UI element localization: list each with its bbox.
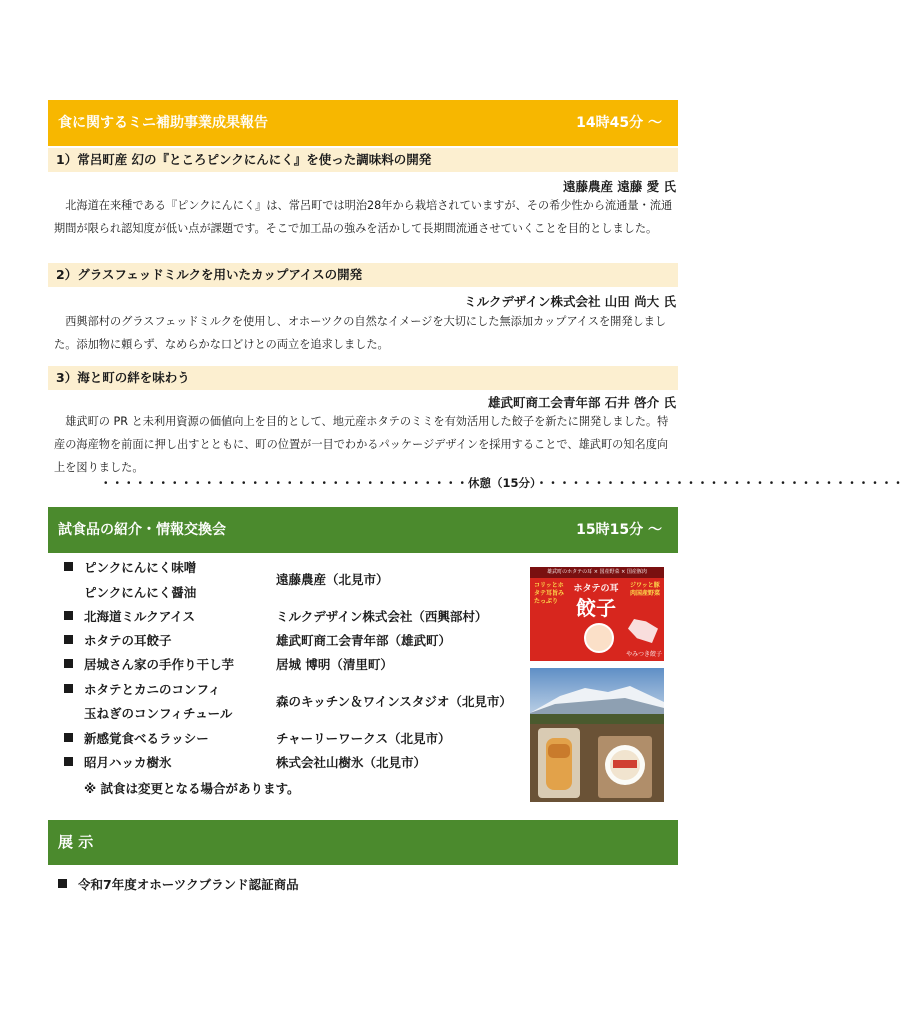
product-item: 昭月ハッカ樹氷 — [84, 755, 172, 770]
package-title-big: 餃子 — [576, 596, 616, 620]
package-bottom: やみつき餃子 — [626, 651, 662, 658]
bullet-icon — [64, 635, 73, 644]
package-right-text: ジワッと豚肉国産野菜 — [630, 582, 661, 597]
item1-heading: 1）常呂町産 幻の『ところピンクにんにく』を使った調味料の開発 — [48, 148, 678, 172]
product-item: 居城さん家の手作り干し芋 — [84, 657, 235, 672]
product-item: 玉ねぎのコンフィチュール — [84, 706, 233, 721]
maker-item: チャーリーワークス（北見市） — [276, 731, 451, 746]
product-item: ピンクにんにく醤油 — [84, 585, 197, 600]
item3-body: 雄武町の PR と未利用資源の価値向上を目的として、地元産ホタテのミミを有効活用した餃子を新たに開発しました。特産の海産物を前面に押し出すとともに、町の位置が一目でわかるパッケージデザインを採用することで、雄武町の知名度向上を図りました。 — [54, 415, 669, 474]
maker-item: 株式会社山樹氷（北見市） — [276, 755, 427, 770]
maker-item: 遠藤農産（北見市） — [276, 572, 389, 587]
package-left-text: コリッとホタテ耳旨みたっぷり — [534, 582, 565, 605]
section1-header — [48, 100, 678, 146]
section2-time: 15時15分 ～ — [576, 522, 662, 538]
package-banner: 雄武町のホタテの耳 × 国産野菜 × 国産豚肉 — [530, 567, 664, 578]
section3-title: 展 示 — [58, 833, 94, 851]
bullet-icon — [64, 611, 73, 620]
break-line: ・・・・・・・・・・・・・・・・・・・・・・・・・・・・・・・・休憩（15分）・・・・・・・・・・・・・・・・・・・・・・・・・・・・・・・・ — [100, 476, 904, 490]
product-photo — [530, 668, 664, 802]
maker-item: ミルクデザイン株式会社（西興部村） — [276, 609, 488, 624]
bullet-icon — [64, 562, 73, 571]
gyoza-package-image — [530, 567, 664, 661]
maker-item: 森のキッチン＆ワインスタジオ（北見市） — [276, 694, 512, 709]
package-title-small: ホタテの耳 — [573, 584, 619, 594]
section3-header — [48, 820, 678, 865]
product-item: 新感覚食べるラッシー — [84, 731, 209, 746]
bullet-icon — [58, 879, 67, 888]
mascot-icon — [584, 623, 614, 653]
hokkaido-map-icon — [628, 619, 658, 643]
item1-presenter: 遠藤農産 遠藤 愛 氏 — [562, 179, 676, 194]
section2-header — [48, 507, 678, 553]
item2-heading: 2）グラスフェッドミルクを用いたカップアイスの開発 — [48, 263, 678, 287]
exhibit-item: 令和7年度オホーツクブランド認証商品 — [78, 877, 299, 892]
product-item: 北海道ミルクアイス — [84, 609, 196, 624]
item3-heading: 3）海と町の絆を味わう — [48, 366, 678, 390]
section1-title: 食に関するミニ補助事業成果報告 — [58, 115, 268, 131]
product-item: ピンクにんにく味噌 — [84, 560, 197, 575]
item1-body: 北海道在来種である『ピンクにんにく』は、常呂町では明治28年から栽培されていますが、その希少性から流通量・流通期間が限られ認知度が低い点が課題です。そこで加工品の強みを活かして長期間流通させていくことを目的としました。 — [54, 199, 673, 235]
maker-item: 居城 博明（清里町） — [276, 657, 393, 672]
product-item: ホタテの耳餃子 — [84, 633, 172, 648]
product-item: ホタテとカニのコンフィ — [84, 682, 221, 697]
section2-title: 試食品の紹介・情報交換会 — [58, 522, 226, 538]
item2-presenter: ミルクデザイン株式会社 山田 尚大 氏 — [464, 294, 676, 309]
bullet-icon — [64, 684, 73, 693]
section1-time: 14時45分 ～ — [576, 115, 662, 131]
note: ※ 試食は変更となる場合があります。 — [84, 781, 300, 796]
item2-body: 西興部村のグラスフェッドミルクを使用し、オホーツクの自然なイメージを大切にした無添加カップアイスを開発しました。添加物に頼らず、なめらかな口どけとの両立を追求しました。 — [54, 315, 667, 351]
bullet-icon — [64, 659, 73, 668]
maker-item: 雄武町商工会青年部（雄武町） — [276, 633, 452, 648]
bullet-icon — [64, 733, 73, 742]
landscape-photo — [530, 668, 664, 802]
bullet-icon — [64, 757, 73, 766]
item3-presenter: 雄武町商工会青年部 石井 啓介 氏 — [487, 395, 676, 410]
